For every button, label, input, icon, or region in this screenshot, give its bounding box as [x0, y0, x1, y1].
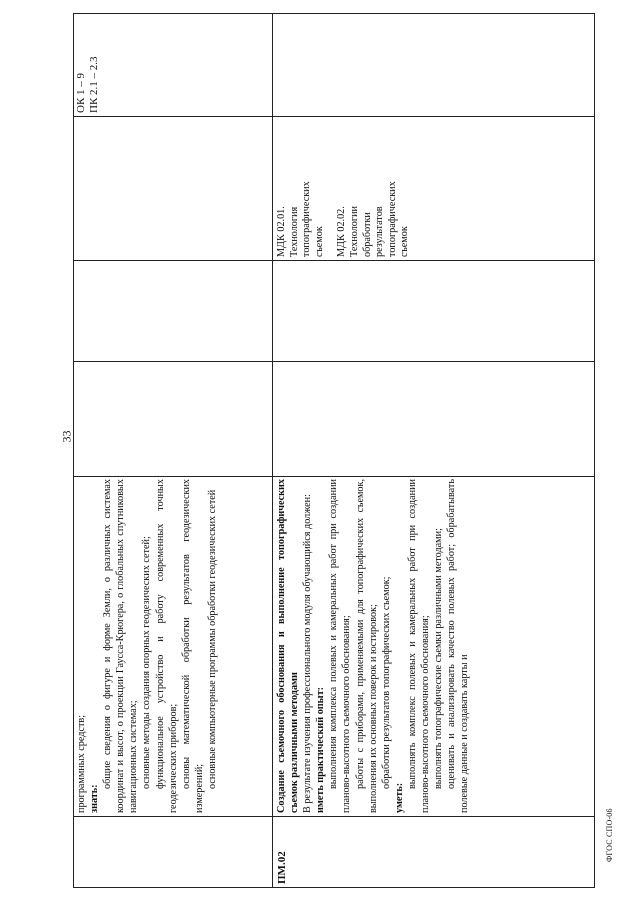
standards-table	[73, 13, 595, 888]
mdk-name: Технология топографических съемок	[288, 181, 325, 257]
row2-mdk-cell	[276, 119, 592, 257]
knowledge-line: основные методы создания опорных геодезических сетей;	[141, 536, 153, 789]
experience-line: обработки результатов топографических съемок;	[380, 576, 392, 789]
mdk-code: МДК 02.01.	[276, 206, 287, 257]
knowledge-line: общие сведения о фигуре и форме Земли, о различных системах координат и высот, о проекции Гаусса-Крюгера, о глобальных спутниковых навигационных системах;	[102, 479, 140, 813]
skills-line: оценивать и анализировать качество полевых работ; обрабатывать полевые данные и создавать карты и	[446, 479, 471, 813]
page-number: 33	[59, 430, 74, 443]
knowledge-line: функциональное устройство и работу современных точных геодезических приборов;	[154, 479, 179, 813]
skills-line: выполнять комплекс полевых и камеральных работ при создании планово-высотного съемочного обоснования;	[406, 479, 432, 813]
mdk-name: Технологии обработки результатов топографических съемок	[348, 181, 411, 257]
knowledge-line: основы математической обработки результатов геодезических измерений;	[180, 479, 205, 813]
experience-line: работы с приборами, применяемыми для топографических съемок, выполнения их основных поверок и юстировок;	[354, 479, 379, 813]
competency-ok: ОК 1 – 9	[75, 72, 87, 113]
competency-pk: ПК 2.1 – 2.3	[88, 56, 100, 113]
module-intro: В результате изучения профессионального модуля обучающийся должен:	[302, 494, 314, 813]
footer-label: ФГОС СПО-06	[605, 808, 614, 862]
column-divider	[73, 816, 595, 817]
knowledge-label: знать:	[89, 784, 101, 813]
row2-content-cell	[275, 479, 593, 813]
knowledge-line: основные компьютерные программы обработки геодезических сетей	[206, 489, 218, 789]
column-divider	[73, 260, 595, 261]
experience-line: выполнения комплекса полевых и камеральных работ при создании планово-высотного съемочного обоснования;	[328, 479, 353, 813]
column-divider	[73, 476, 595, 477]
column-divider	[73, 116, 595, 117]
skills-line: выполнять топографические съемки различными методами;	[433, 528, 445, 789]
mdk-code: МДК 02.02.	[336, 206, 348, 257]
knowledge-line: программных средств;	[76, 714, 87, 813]
row1-knowledge-cell	[75, 479, 270, 813]
experience-label: иметь практический опыт:	[315, 686, 327, 813]
row1-competencies-cell	[75, 15, 270, 113]
row-divider	[272, 13, 273, 888]
module-code: ПМ.02	[276, 851, 288, 884]
mdk-spacer	[326, 119, 336, 257]
column-divider	[73, 361, 595, 362]
skills-label: уметь:	[393, 782, 405, 813]
module-title: Создание съемочного обоснования и выполнение топографических съемок различными методами	[276, 479, 301, 813]
